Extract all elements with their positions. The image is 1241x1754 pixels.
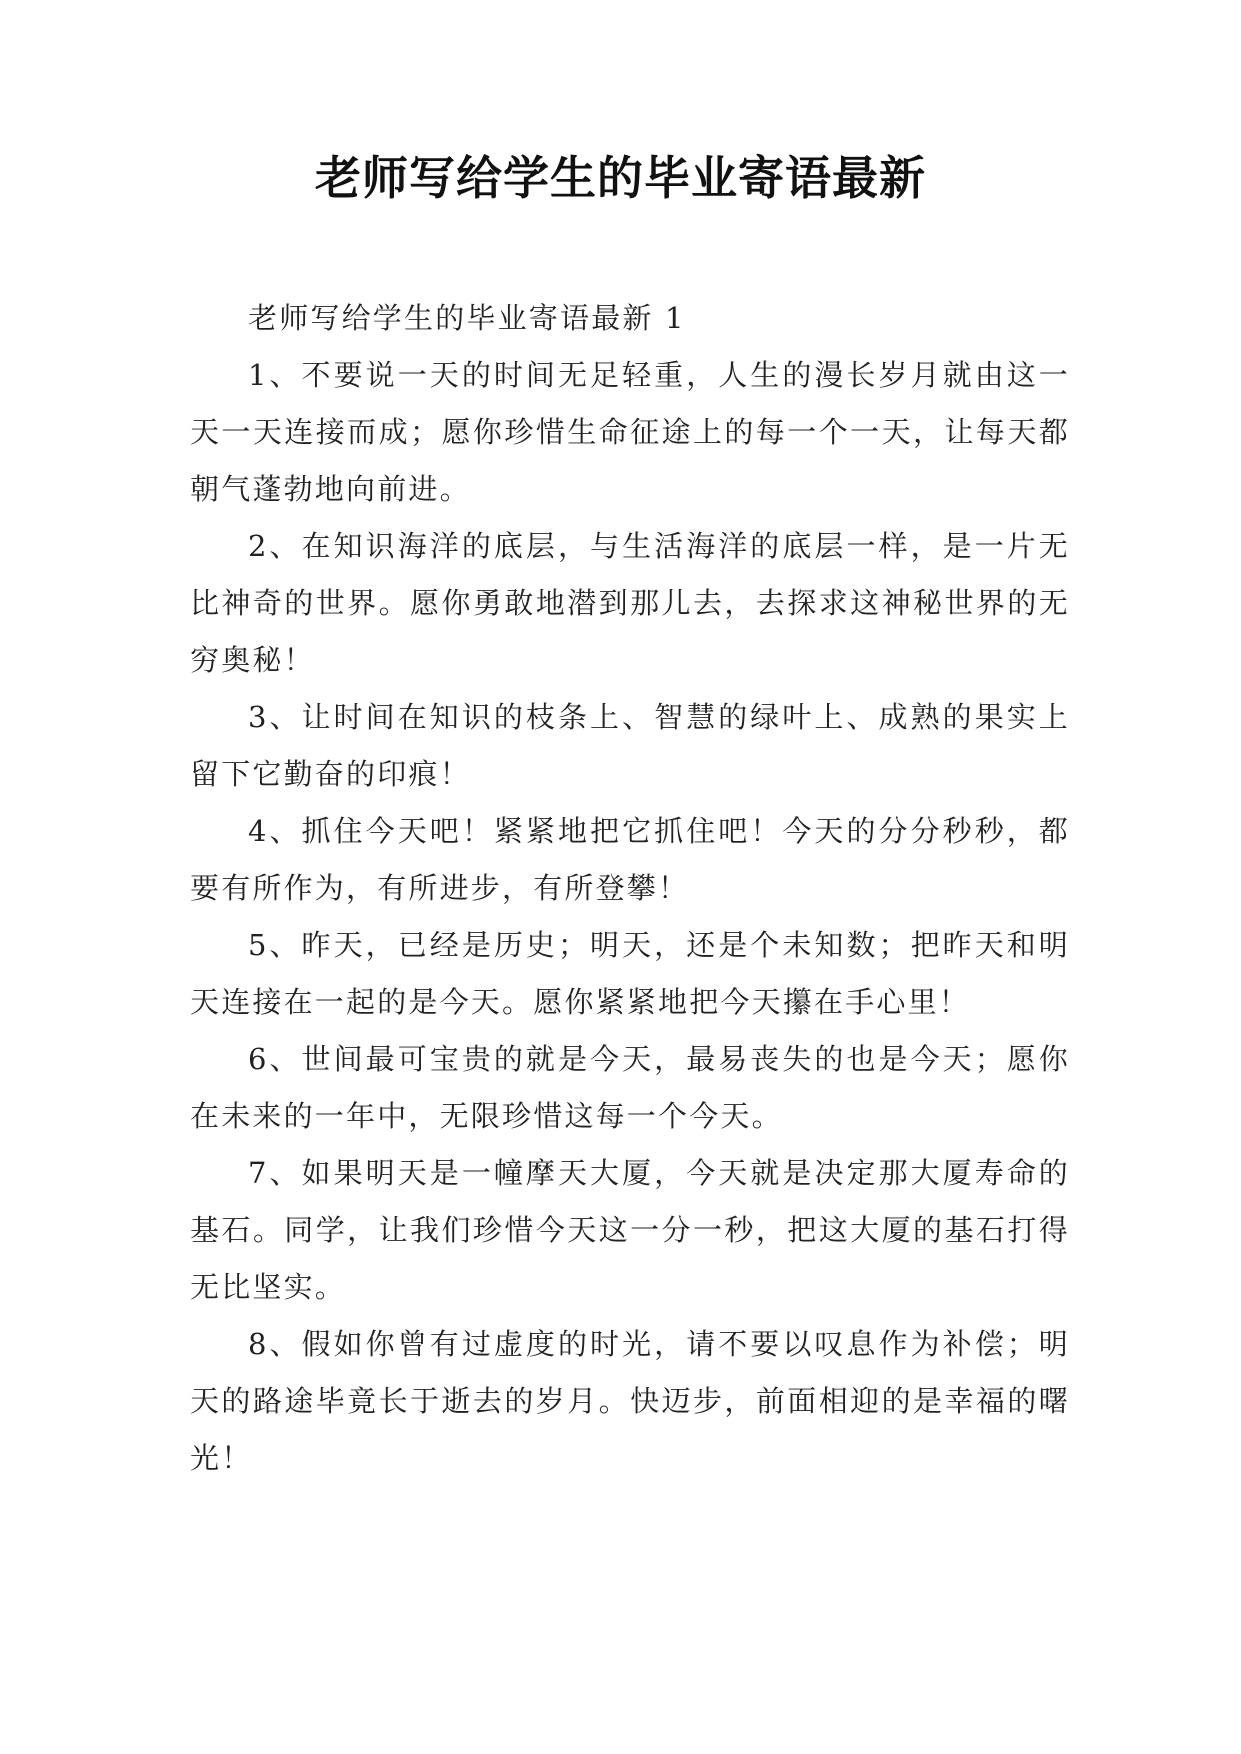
paragraph-8: 8、假如你曾有过虚度的时光，请不要以叹息作为补偿；明天的路途毕竟长于逝去的岁月。快迈步，前面相迎的是幸福的曙光！ — [190, 1327, 1070, 1475]
document-body — [190, 290, 1070, 1487]
paragraph-5: 5、昨天，已经是历史；明天，还是个未知数；把昨天和明天连接在一起的是今天。愿你紧紧地把今天攥在手心里！ — [190, 928, 1070, 1019]
paragraph-2: 2、在知识海洋的底层，与生活海洋的底层一样，是一片无比神奇的世界。愿你勇敢地潜到那儿去，去探求这神秘世界的无穷奥秘！ — [190, 529, 1070, 677]
section-heading: 老师写给学生的毕业寄语最新 1 — [248, 301, 686, 335]
paragraph-1: 1、不要说一天的时间无足轻重，人生的漫长岁月就由这一天一天连接而成；愿你珍惜生命征途上的每一个一天，让每天都朝气蓬勃地向前进。 — [190, 358, 1070, 506]
paragraph-4: 4、抓住今天吧！紧紧地把它抓住吧！今天的分分秒秒，都要有所作为，有所进步，有所登攀！ — [190, 814, 1070, 905]
paragraph-7: 7、如果明天是一幢摩天大厦，今天就是决定那大厦寿命的基石。同学，让我们珍惜今天这一分一秒，把这大厦的基石打得无比坚实。 — [190, 1156, 1070, 1304]
document-title: 老师写给学生的毕业寄语最新 — [315, 151, 926, 205]
paragraph-3: 3、让时间在知识的枝条上、智慧的绿叶上、成熟的果实上留下它勤奋的印痕！ — [190, 700, 1070, 791]
paragraph-6: 6、世间最可宝贵的就是今天，最易丧失的也是今天；愿你在未来的一年中，无限珍惜这每一个今天。 — [190, 1042, 1070, 1133]
